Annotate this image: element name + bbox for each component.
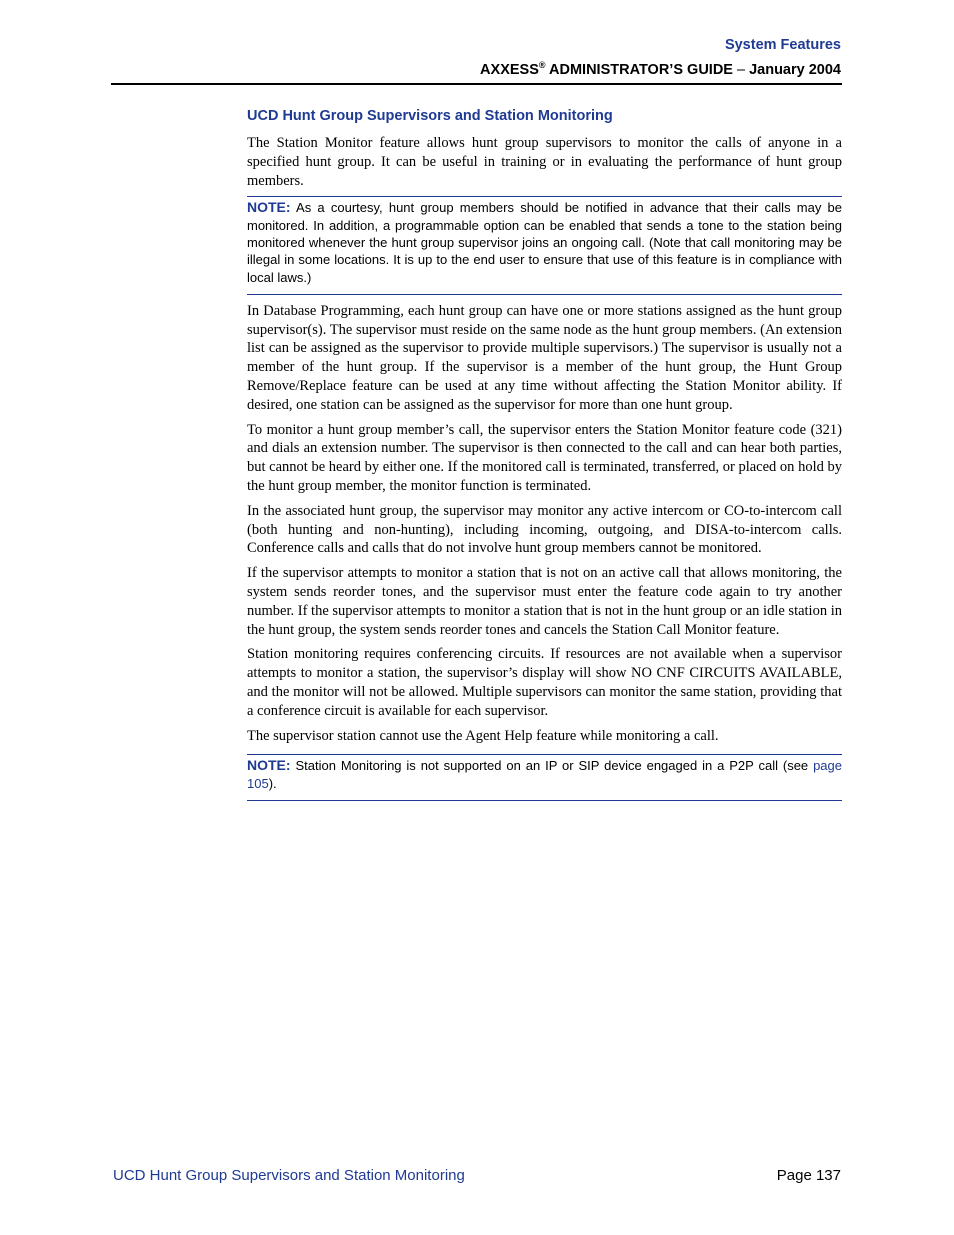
note-label: NOTE:: [247, 199, 291, 216]
body-paragraph: In the associated hunt group, the supervisor may monitor any active intercom or CO-to-intercom call (both hunting and non-hunting), including incoming, outgoing, and DISA-to-intercom calls. Conference calls and calls that do not involve hunt group members cannot be monitored.: [247, 502, 842, 557]
registered-mark: ®: [538, 60, 546, 70]
header-guide-title: [480, 60, 841, 78]
intro-paragraph: The Station Monitor feature allows hunt group supervisors to monitor the calls of anyone in a specified hunt group. It can be useful in training or in evaluating the performance of hunt group members.: [247, 135, 842, 189]
body-paragraph: To monitor a hunt group member’s call, the supervisor enters the Station Monitor feature code (321) and dials an extension number. The supervisor is then connected to the call and can hear both parties, but cannot be heard by either one. If the monitored call is terminated, transferred, or placed on hold by the hunt group member, the monitor function is terminated.: [247, 421, 842, 495]
note-box: [247, 196, 842, 294]
footer-section-title: UCD Hunt Group Supervisors and Station Monitoring: [113, 1167, 465, 1184]
note-text: As a courtesy, hunt group members should be notified in advance that their calls may be monitored. In addition, a programmable option can be enabled that sends a tone to the station being monitored whenever the hunt group supervisor joins an ongoing call. (Note that call monitoring may be illegal in some locations. It is up to the end user to ensure that use of this feature is in compliance with local laws.): [247, 200, 842, 285]
guide-title: ADMINISTRATOR’S GUIDE: [545, 61, 733, 78]
body-paragraph: In Database Programming, each hunt group can have one or more stations assigned as the hunt group supervisor(s). The supervisor must reside on the same node as the hunt group members. (An extension list can be assigned as the supervisor to provide multiple supervisors.) The supervisor is usually not a member of the hunt group. If the supervisor is a member of the hunt group, the Hunt Group Remove/Replace feature can be used at any time without affecting the Station Monitor ability. If desired, one station can be assigned as the supervisor for more than one hunt group.: [247, 302, 842, 413]
header-rule: [111, 83, 842, 85]
main-content: [247, 108, 842, 808]
header-date: January 2004: [749, 61, 841, 78]
note-box: [247, 754, 842, 801]
body-paragraph: The supervisor station cannot use the Agent Help feature while monitoring a call.: [247, 727, 719, 744]
note-label: NOTE:: [247, 757, 291, 774]
page-reference-link[interactable]: page 105: [247, 758, 842, 791]
note-text: Station Monitoring is not supported on an IP or SIP device engaged in a P2P call (see: [290, 758, 814, 774]
header-section-title: System Features: [724, 37, 841, 53]
footer-page-number: Page 137: [776, 1167, 841, 1184]
note-text-end: ).: [268, 775, 277, 791]
section-title: UCD Hunt Group Supervisors and Station Monitoring: [247, 108, 613, 124]
body-paragraph: If the supervisor attempts to monitor a station that is not on an active call that allows monitoring, the system sends reorder tones, and the supervisor must enter the feature code again to try another number. If the supervisor attempts to monitor a station that is not in the hunt group or an idle station in the hunt group, the system sends reorder tones and cancels the Station Call Monitor feature.: [247, 565, 842, 638]
header-dash: –: [732, 61, 750, 78]
product-name: AXXESS: [480, 61, 539, 78]
body-paragraph: Station monitoring requires conferencing circuits. If resources are not available when a supervisor attempts to monitor a station, the supervisor’s display will show NO CNF CIRCUITS AVAILABLE, and the monitor will not be allowed. Multiple supervisors can monitor the same station, providing that a conference circuit is available for each supervisor.: [247, 646, 842, 719]
